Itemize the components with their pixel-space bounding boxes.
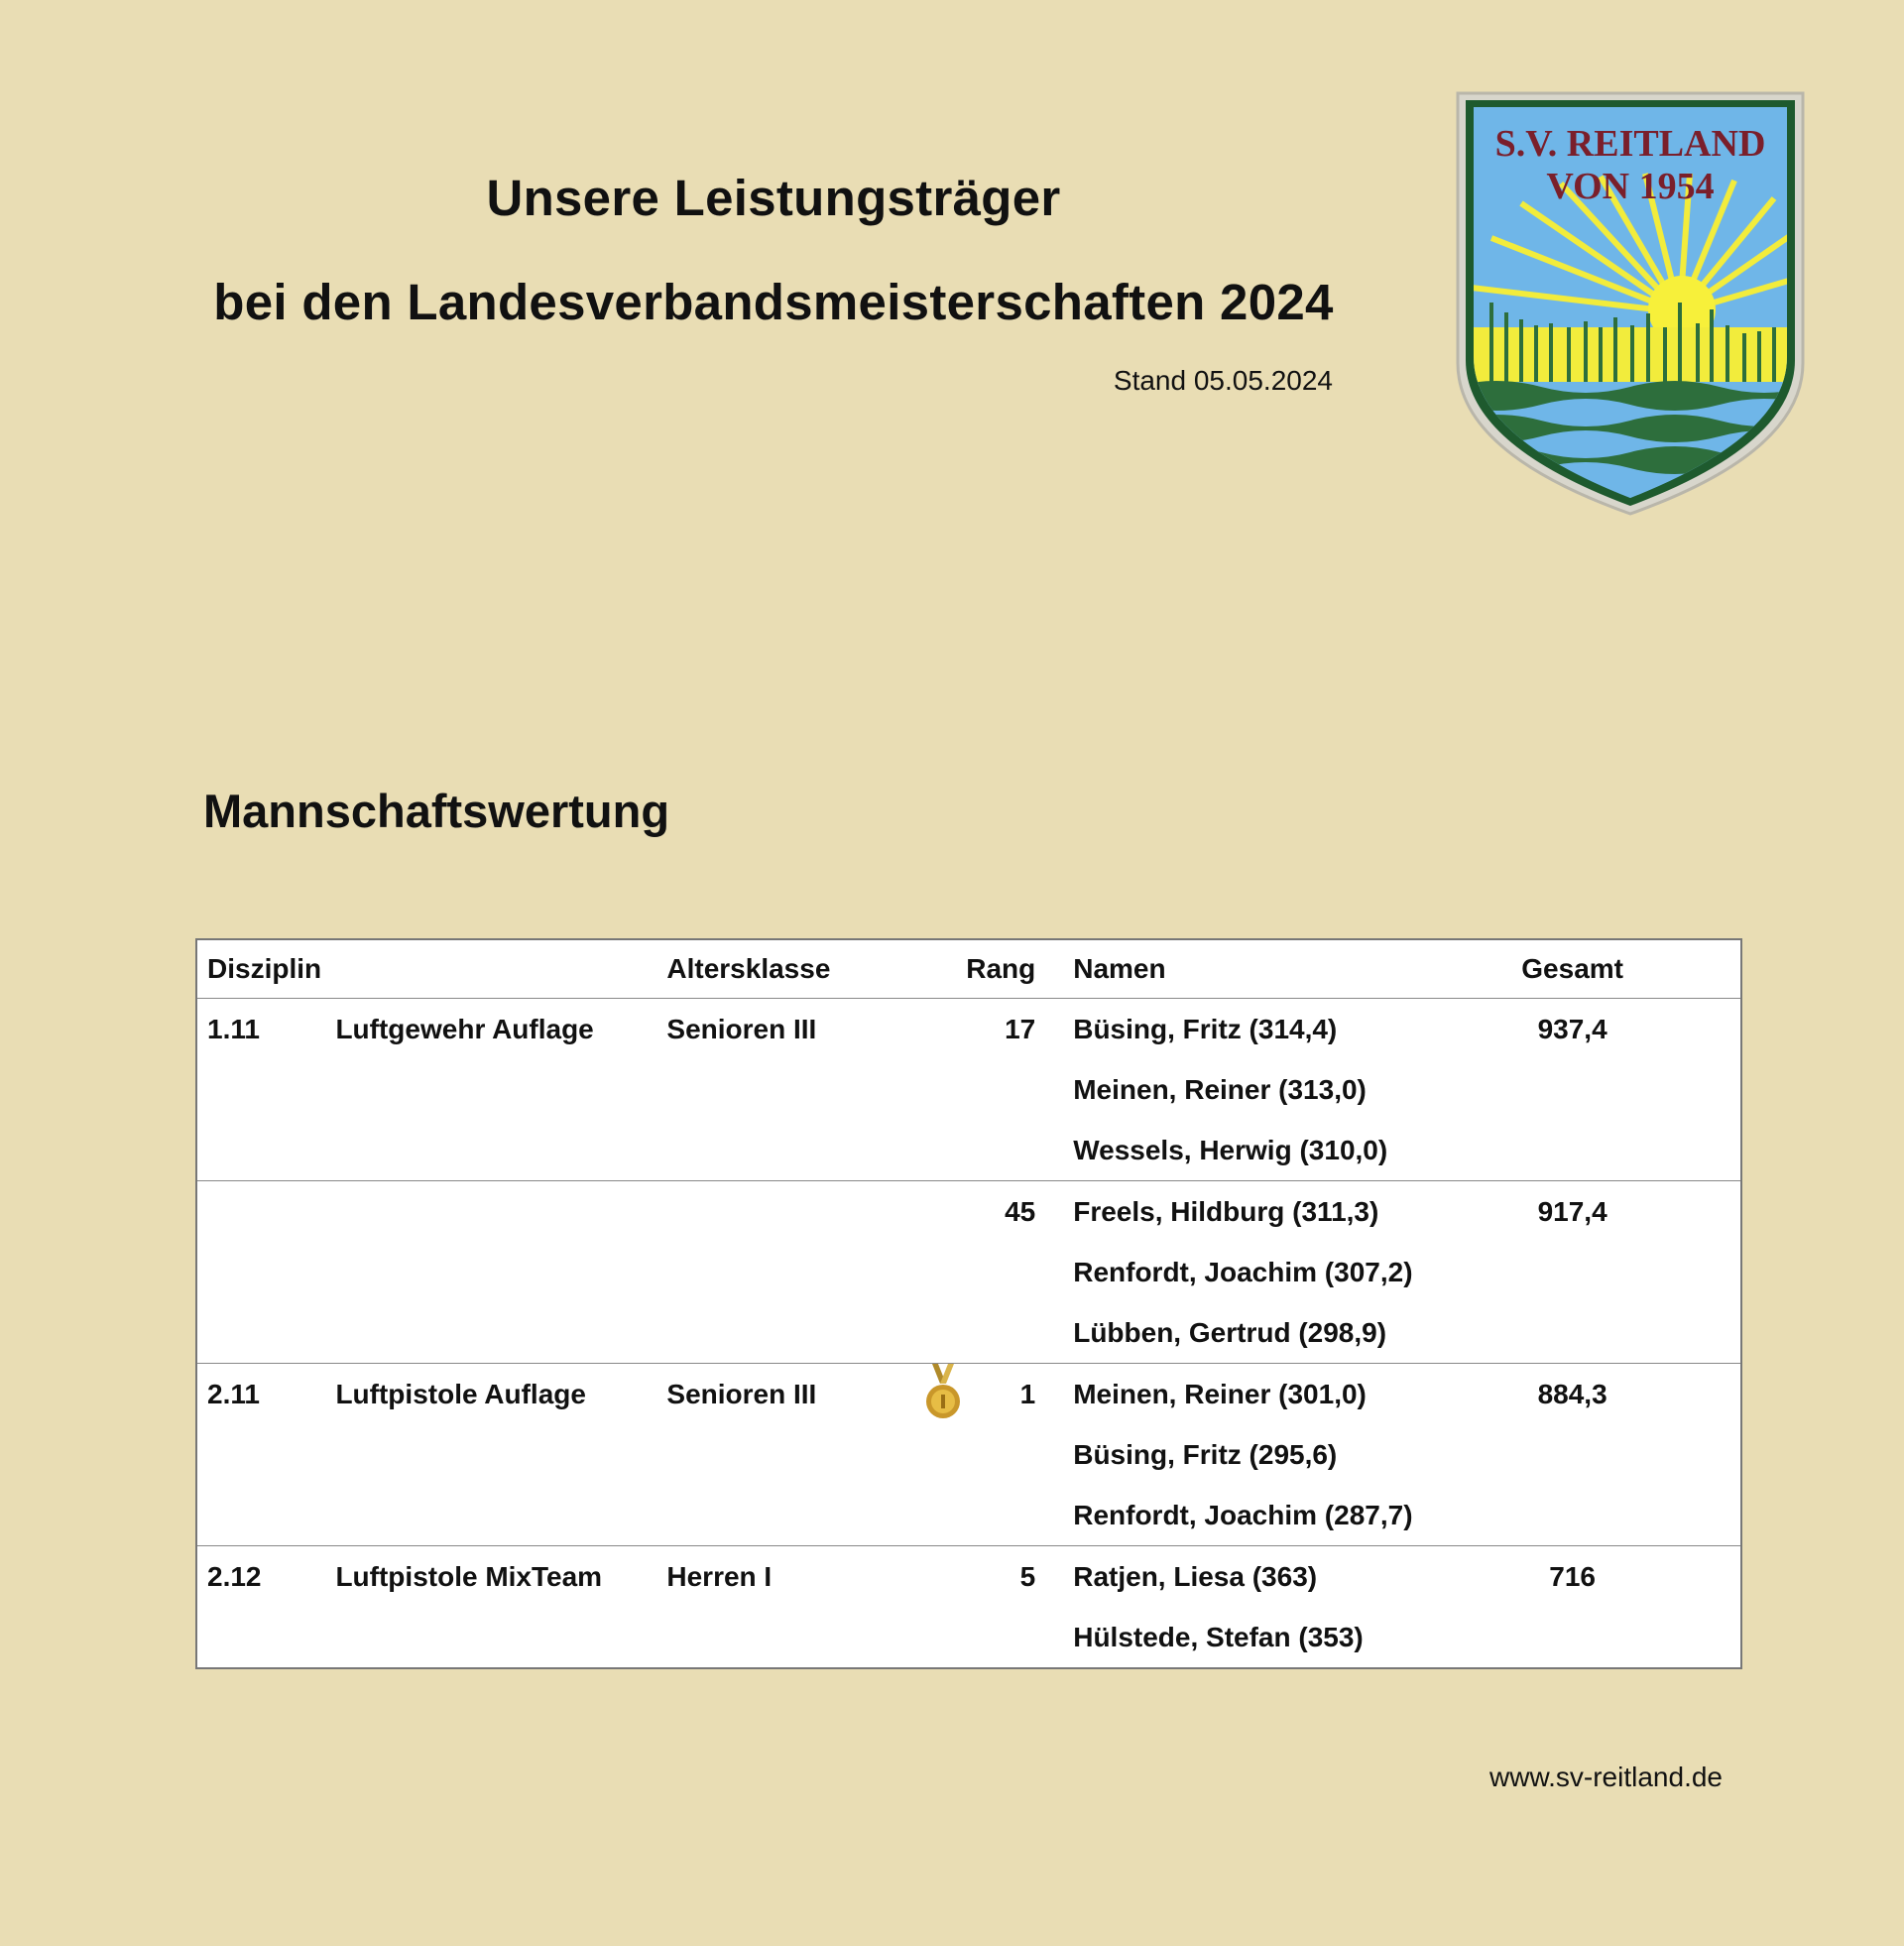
rang — [904, 1242, 1045, 1302]
altersklasse: Senioren III — [666, 1378, 817, 1409]
rang: 1 — [1019, 1378, 1036, 1409]
club-logo — [1452, 89, 1809, 518]
disziplin-name — [325, 1302, 656, 1364]
page-subtitle: bei den Landesverbandsmeisterschaften 2024 — [213, 274, 1334, 330]
disziplin-name: Luftgewehr Auflage — [335, 1013, 594, 1044]
header-disziplin: Disziplin — [196, 939, 656, 999]
gesamt — [1511, 1424, 1741, 1485]
gesamt — [1511, 1607, 1741, 1668]
header-gesamt: Gesamt — [1511, 939, 1741, 999]
rang — [904, 1485, 1045, 1546]
table-row — [196, 1607, 1741, 1668]
disziplin-number — [196, 1485, 325, 1546]
table-row — [196, 1364, 1741, 1425]
altersklasse — [656, 1181, 904, 1243]
table-row — [196, 999, 1741, 1060]
gesamt: 917,4 — [1537, 1195, 1607, 1227]
disziplin-name: Luftpistole MixTeam — [335, 1560, 603, 1592]
rang-cell — [904, 1364, 1045, 1425]
person-name: Renfordt, Joachim (307,2) — [1073, 1256, 1413, 1287]
person-name: Freels, Hildburg (311,3) — [1073, 1195, 1379, 1227]
gesamt — [1511, 1120, 1741, 1181]
disziplin-name — [325, 1607, 656, 1668]
gesamt — [1511, 1059, 1741, 1120]
header-altersklasse: Altersklasse — [656, 939, 904, 999]
page-title: Unsere Leistungsträger — [486, 170, 1061, 226]
table-row — [196, 1181, 1741, 1243]
person-name: Büsing, Fritz (314,4) — [1073, 1013, 1338, 1044]
table-header-row — [196, 939, 1741, 999]
person-name: Wessels, Herwig (310,0) — [1045, 1120, 1511, 1181]
gold-medal-icon — [924, 1364, 962, 1421]
table-row — [196, 1546, 1741, 1608]
disziplin-number: 2.12 — [207, 1560, 262, 1592]
disziplin-number: 1.11 — [207, 1013, 260, 1044]
disziplin-name — [325, 1424, 656, 1485]
table-row — [196, 1302, 1741, 1364]
rang — [904, 1607, 1045, 1668]
gesamt — [1511, 1302, 1741, 1364]
table-row — [196, 1485, 1741, 1546]
person-name: Renfordt, Joachim (287,7) — [1045, 1485, 1511, 1546]
gesamt: 716 — [1549, 1560, 1596, 1592]
disziplin-number — [196, 1242, 325, 1302]
disziplin-number — [196, 1181, 325, 1243]
website-url: www.sv-reitland.de — [1489, 1762, 1723, 1792]
disziplin-number — [196, 1424, 325, 1485]
disziplin-name — [325, 1242, 656, 1302]
section-heading: Mannschaftswertung — [203, 785, 670, 837]
rang: 45 — [1005, 1195, 1036, 1227]
altersklasse — [656, 1242, 904, 1302]
person-name: Lübben, Gertrud (298,9) — [1045, 1302, 1511, 1364]
gesamt — [1511, 1242, 1741, 1302]
person-name: Hülstede, Stefan (353) — [1073, 1621, 1364, 1652]
person-name: Büsing, Fritz (295,6) — [1073, 1438, 1338, 1470]
altersklasse — [656, 1424, 904, 1485]
gesamt: 884,3 — [1537, 1378, 1607, 1409]
disziplin-number — [196, 1302, 325, 1364]
rang — [904, 1120, 1045, 1181]
results-table — [195, 938, 1742, 1669]
disziplin-name — [325, 1059, 656, 1120]
gesamt — [1511, 1485, 1741, 1546]
table-row — [196, 1424, 1741, 1485]
gesamt: 937,4 — [1537, 1013, 1607, 1044]
rang — [904, 1424, 1045, 1485]
altersklasse — [656, 1120, 904, 1181]
header-rang: Rang — [904, 939, 1045, 999]
table-row — [196, 1059, 1741, 1120]
rang: 5 — [1019, 1560, 1036, 1592]
logo-text-line2: VON 1954 — [1546, 166, 1715, 207]
status-date: Stand 05.05.2024 — [1113, 365, 1333, 396]
header-namen: Namen — [1045, 939, 1511, 999]
altersklasse: Senioren III — [666, 1013, 817, 1044]
logo-text-line1: S.V. REITLAND — [1494, 123, 1766, 165]
disziplin-number — [196, 1059, 325, 1120]
table-row — [196, 1120, 1741, 1181]
rang — [904, 1059, 1045, 1120]
altersklasse — [656, 1607, 904, 1668]
rang — [904, 1302, 1045, 1364]
disziplin-number — [196, 1120, 325, 1181]
altersklasse: Herren I — [666, 1560, 773, 1592]
disziplin-number — [196, 1607, 325, 1668]
altersklasse — [656, 1485, 904, 1546]
altersklasse — [656, 1302, 904, 1364]
table-row — [196, 1242, 1741, 1302]
altersklasse — [656, 1059, 904, 1120]
person-name: Ratjen, Liesa (363) — [1073, 1560, 1318, 1592]
disziplin-name — [325, 1485, 656, 1546]
rang: 17 — [1005, 1013, 1036, 1044]
person-name: Meinen, Reiner (313,0) — [1073, 1073, 1367, 1105]
disziplin-name: Luftpistole Auflage — [335, 1378, 586, 1409]
person-name: Meinen, Reiner (301,0) — [1073, 1378, 1367, 1409]
disziplin-number: 2.11 — [207, 1378, 260, 1409]
disziplin-name — [325, 1120, 656, 1181]
disziplin-name — [325, 1181, 656, 1243]
